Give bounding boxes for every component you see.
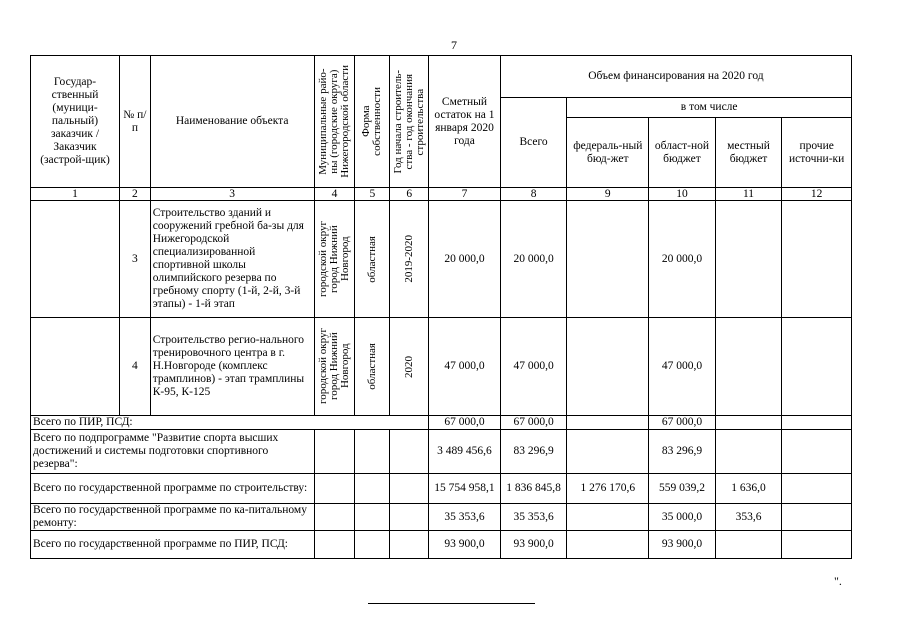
- column-number: 3: [150, 188, 314, 201]
- total-federal: 1 276 170,6: [567, 474, 649, 504]
- total-regional: 83 296,9: [649, 430, 716, 474]
- cell-other: [782, 318, 852, 416]
- total-local: [715, 416, 782, 430]
- total-regional: 559 039,2: [649, 474, 716, 504]
- total-label: Всего по государственной программе по строительству:: [31, 474, 315, 504]
- column-number: 8: [500, 188, 567, 201]
- cell-regional: 47 000,0: [649, 318, 716, 416]
- header-regional: област-ной бюджет: [649, 118, 716, 188]
- table-row: [31, 201, 852, 318]
- cell-num: 3: [120, 201, 151, 318]
- column-number: 2: [120, 188, 151, 201]
- header-estimated-balance: Сметный остаток на 1 января 2020 года: [429, 56, 501, 188]
- total-label: Всего по государственной программе по ПИР, ПСД:: [31, 531, 315, 559]
- page-number: 7: [451, 38, 457, 52]
- cell-years: 2020: [390, 318, 429, 416]
- total-other: [782, 531, 852, 559]
- header-local: местный бюджет: [715, 118, 782, 188]
- total-federal: [567, 504, 649, 531]
- column-number: 1: [31, 188, 120, 201]
- total-empty: [390, 504, 429, 531]
- total-federal: [567, 531, 649, 559]
- total-other: [782, 416, 852, 430]
- cell-customer: [31, 318, 120, 416]
- column-number-row: [31, 188, 852, 201]
- column-number: 10: [649, 188, 716, 201]
- column-number: 5: [355, 188, 390, 201]
- total-empty: [390, 474, 429, 504]
- total-total: 83 296,9: [500, 430, 567, 474]
- total-row: [31, 430, 852, 474]
- column-number: 7: [429, 188, 501, 201]
- total-local: 353,6: [715, 504, 782, 531]
- header-including: в том числе: [567, 98, 852, 118]
- total-empty: [355, 504, 390, 531]
- header-years: Год начала строитель- ства - год окончания строительства: [390, 56, 429, 188]
- table-row: [31, 318, 852, 416]
- column-number: 4: [314, 188, 355, 201]
- cell-federal: [567, 201, 649, 318]
- cell-other: [782, 201, 852, 318]
- header-ownership: Форма собственности: [355, 56, 390, 188]
- total-row: [31, 416, 852, 430]
- total-regional: 93 900,0: [649, 531, 716, 559]
- total-row: [31, 474, 852, 504]
- total-other: [782, 504, 852, 531]
- total-empty: [355, 474, 390, 504]
- total-empty: [355, 531, 390, 559]
- total-regional: 67 000,0: [649, 416, 716, 430]
- header-funding-2020: Объем финансирования на 2020 год: [500, 56, 851, 98]
- cell-local: [715, 318, 782, 416]
- column-number: 6: [390, 188, 429, 201]
- total-federal: [567, 430, 649, 474]
- total-row: [31, 504, 852, 531]
- total-empty: [314, 531, 355, 559]
- cell-balance: 20 000,0: [429, 201, 501, 318]
- total-label: Всего по ПИР, ПСД:: [31, 416, 429, 430]
- cell-num: 4: [120, 318, 151, 416]
- cell-balance: 47 000,0: [429, 318, 501, 416]
- column-number: 9: [567, 188, 649, 201]
- total-regional: 35 000,0: [649, 504, 716, 531]
- total-total: 1 836 845,8: [500, 474, 567, 504]
- total-empty: [390, 430, 429, 474]
- total-row: [31, 531, 852, 559]
- total-total: 93 900,0: [500, 531, 567, 559]
- total-balance: 93 900,0: [429, 531, 501, 559]
- total-empty: [314, 430, 355, 474]
- column-number: 12: [782, 188, 852, 201]
- cell-federal: [567, 318, 649, 416]
- total-local: [715, 531, 782, 559]
- header-row-1: [31, 56, 852, 98]
- total-empty: [314, 504, 355, 531]
- total-balance: 67 000,0: [429, 416, 501, 430]
- header-customer: Государ-ственный (муници-пальный) заказчик / Заказчик (застрой-щик): [31, 56, 120, 188]
- header-municipality: Муниципальные райо- ны (городские округа) Нижегородской области: [314, 56, 355, 188]
- cell-local: [715, 201, 782, 318]
- cell-total: 20 000,0: [500, 201, 567, 318]
- total-total: 35 353,6: [500, 504, 567, 531]
- total-label: Всего по подпрограмме "Развитие спорта высших достижений и системы подготовки спортивного резерва":: [31, 430, 315, 474]
- financing-table: [30, 55, 852, 559]
- total-total: 67 000,0: [500, 416, 567, 430]
- total-balance: 3 489 456,6: [429, 430, 501, 474]
- total-empty: [314, 474, 355, 504]
- cell-regional: 20 000,0: [649, 201, 716, 318]
- closing-quote-mark: ".: [834, 574, 842, 588]
- total-local: 1 636,0: [715, 474, 782, 504]
- total-balance: 35 353,6: [429, 504, 501, 531]
- total-other: [782, 474, 852, 504]
- total-other: [782, 430, 852, 474]
- cell-object-name: Строительство зданий и сооружений гребной ба-зы для Нижегородской специализированной спортивной школы олимпийского резерва по гребному спорту (1-й, 2-й, 3-й этапы) - 1-й этап: [150, 201, 314, 318]
- cell-municipality: городской округ город Нижний Новгород: [314, 201, 355, 318]
- cell-object-name: Строительство регио-нального тренировочного центра в г. Н.Новгороде (комплекс трамплинов) - этап трамплины К-95, К-125: [150, 318, 314, 416]
- total-label: Всего по государственной программе по ка-питальному ремонту:: [31, 504, 315, 531]
- footer-divider: [368, 603, 535, 604]
- total-empty: [390, 531, 429, 559]
- header-federal: федераль-ный бюд-жет: [567, 118, 649, 188]
- total-empty: [355, 430, 390, 474]
- total-federal: [567, 416, 649, 430]
- column-number: 11: [715, 188, 782, 201]
- header-other: прочие источни-ки: [782, 118, 852, 188]
- total-balance: 15 754 958,1: [429, 474, 501, 504]
- cell-ownership: областная: [355, 201, 390, 318]
- cell-municipality: городской округ город Нижний Новгород: [314, 318, 355, 416]
- header-object-name: Наименование объекта: [150, 56, 314, 188]
- cell-ownership: областная: [355, 318, 390, 416]
- cell-years: 2019-2020: [390, 201, 429, 318]
- cell-total: 47 000,0: [500, 318, 567, 416]
- cell-customer: [31, 201, 120, 318]
- header-no: № п/п: [120, 56, 151, 188]
- header-total: Всего: [500, 98, 567, 188]
- total-local: [715, 430, 782, 474]
